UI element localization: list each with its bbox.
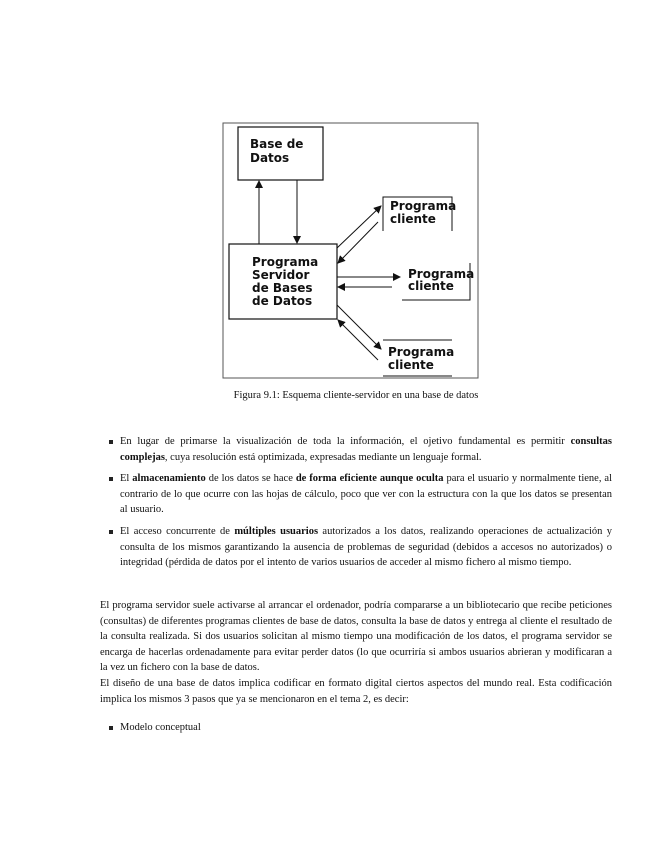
- client-server-diagram: [220, 120, 490, 390]
- bullet-icon: [109, 530, 113, 534]
- server-label-line: de Datos: [252, 294, 313, 308]
- bullet-icon: [109, 477, 113, 481]
- paragraph: El programa servidor suele activarse al arrancar el ordenador, podría compararse a un bibliotecario que recibe peticiones (consultas) de diferentes programas clientes de base de datos, consulta la base de datos y entrega al cliente el resultado de la consulta realizada. Si dos usuarios solicitan al mismo tiempo una modificación de los datos, el programa servidor se encarga de hacerlas ordenadamente para evitar perder datos (lo que ocurriría si ambos usuarios abrieran y modificaran a la vez un fichero con la base de datos.: [100, 600, 612, 674]
- bullet-icon: [109, 726, 113, 730]
- server-label-line: de Bases: [252, 281, 313, 295]
- database-box: [238, 127, 323, 180]
- list-item: El almacenamiento de los datos se hace de forma eficiente aunque oculta para el usuario y normalmente tiene, al contrario de lo que ocurre con las hojas de cálculo, poco que ver con la estructura con la que los datos se presentan al usuario.: [100, 471, 612, 518]
- svg-text:Programa: Programa: [390, 199, 457, 213]
- client-2: [402, 263, 474, 300]
- list-item: El acceso concurrente de múltiples usuarios autorizados a los datos, realizando operaciones de actualización y consulta de los mismos garantizando la ausencia de problemas de seguridad (debidos a accesos no autorizados) o integridad (pérdida de datos por el intento de varios usuarios de acceder al mismo fichero al mismo tiempo.: [100, 524, 612, 571]
- svg-text:Programa: Programa: [408, 267, 475, 281]
- paragraph: El diseño de una base de datos implica codificar en formato digital ciertos aspectos del mundo real. Esta codificación implica los mismos 3 pasos que ya se mencionaron en el tema 2, es decir:: [100, 678, 612, 705]
- figure-caption: Figura 9.1: Esquema cliente-servidor en una base de datos: [233, 390, 479, 401]
- server-box: [229, 244, 337, 319]
- svg-text:Programa: Programa: [388, 345, 455, 359]
- svg-text:cliente: cliente: [388, 358, 434, 372]
- bullet-icon: [109, 440, 113, 444]
- steps-list: [100, 720, 612, 742]
- list-item: Modelo conceptual: [100, 720, 612, 736]
- db-label-line: Datos: [250, 151, 290, 165]
- client-3: [383, 340, 454, 376]
- server-label-line: Servidor: [252, 268, 310, 282]
- connection-arrows: [337, 206, 400, 360]
- server-label-line: Programa: [252, 255, 319, 269]
- features-list: [100, 434, 612, 577]
- db-label-line: Base de: [250, 137, 304, 151]
- svg-text:cliente: cliente: [408, 279, 454, 293]
- svg-text:cliente: cliente: [390, 212, 436, 226]
- client-1: [383, 197, 456, 231]
- list-item: En lugar de primarse la visualización de toda la información, el ojetivo fundamental es permitir consultas complejas, cuya resolución está optimizada, expresadas mediante un lenguaje formal.: [100, 434, 612, 465]
